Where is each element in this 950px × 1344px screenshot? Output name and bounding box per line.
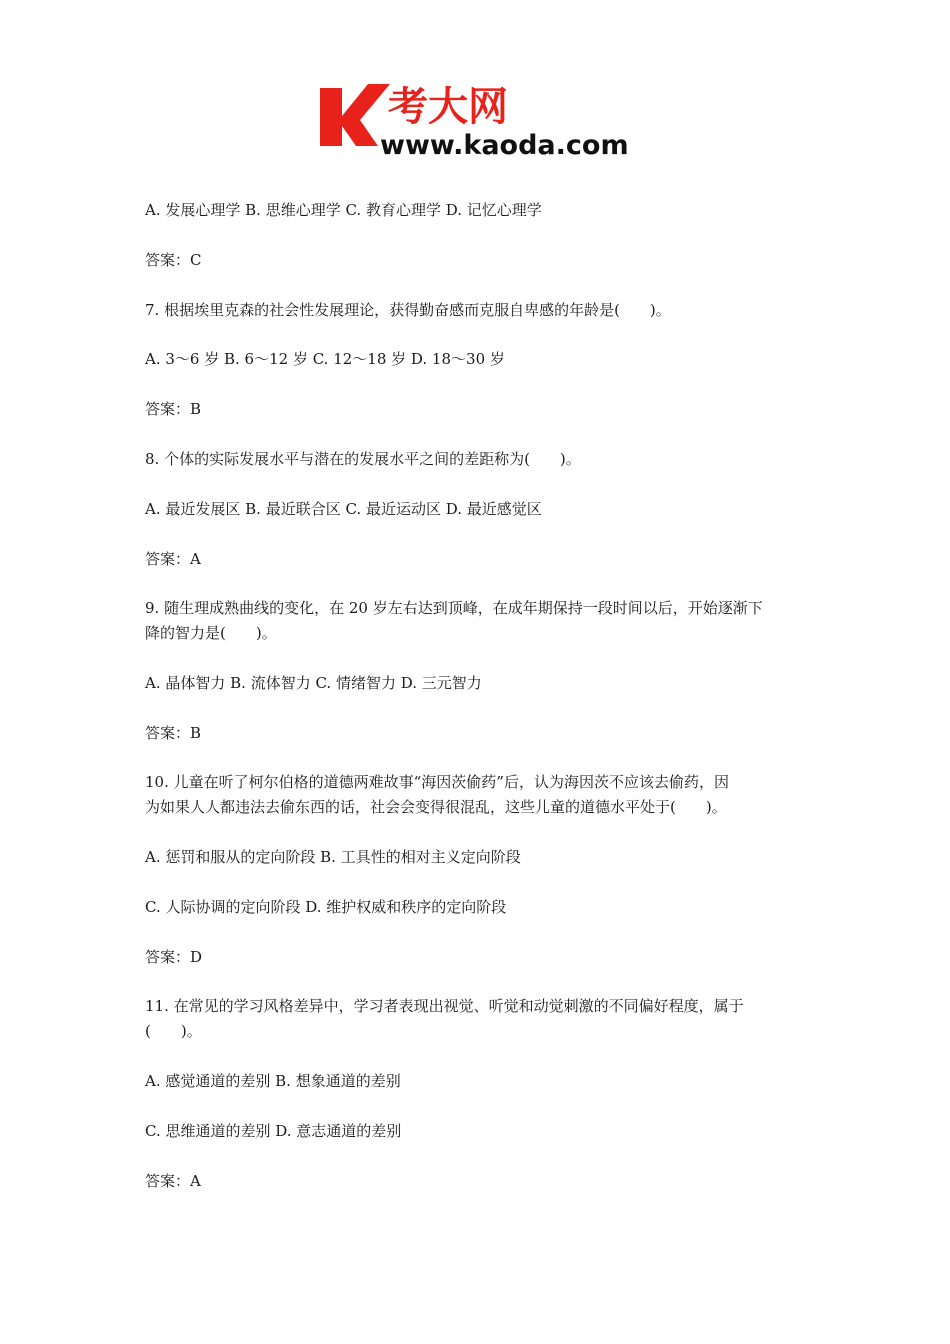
- q10-options-2: C. 人际协调的定向阶段 D. 维护权威和秩序的定向阶段: [145, 898, 507, 916]
- q7-options: A. 3～6 岁 B. 6～12 岁 C. 12～18 岁 D. 18～30 岁: [145, 350, 505, 368]
- q6-answer: 答案：C: [145, 251, 202, 269]
- q9-answer: 答案：B: [145, 724, 202, 742]
- q10-question-line2: 为如果人人都违法去偷东西的话，社会会变得很混乱，这些儿童的道德水平处于( )。: [145, 798, 727, 816]
- q9-question-line1: 9. 随生理成熟曲线的变化，在 20 岁左右达到顶峰，在成年期保持一段时间以后，开始逐渐下: [145, 599, 763, 617]
- kaoda-logo: [318, 80, 648, 160]
- q9-question-line2: 降的智力是( )。: [145, 624, 277, 642]
- q11-options-2: C. 思维通道的差别 D. 意志通道的差别: [145, 1122, 402, 1140]
- q9-options: A. 晶体智力 B. 流体智力 C. 情绪智力 D. 三元智力: [145, 674, 482, 692]
- q8-answer: 答案：A: [145, 550, 201, 568]
- q8-question: 8. 个体的实际发展水平与潜在的发展水平之间的差距称为( )。: [145, 450, 581, 468]
- q7-answer: 答案：B: [145, 400, 202, 418]
- logo-brand-cn: 考大网: [388, 84, 508, 130]
- q10-question-line1: 10. 儿童在听了柯尔伯格的道德两难故事“海因茨偷药”后，认为海因茨不应该去偷药，因: [145, 773, 729, 791]
- q10-answer: 答案：D: [145, 948, 203, 966]
- q10-options-1: A. 惩罚和服从的定向阶段 B. 工具性的相对主义定向阶段: [145, 848, 521, 866]
- q11-question-line1: 11. 在常见的学习风格差异中，学习者表现出视觉、听觉和动觉刺激的不同偏好程度，属于: [145, 997, 744, 1015]
- kaoda-logo-graphic: [318, 80, 648, 160]
- q11-options-1: A. 感觉通道的差别 B. 想象通道的差别: [145, 1072, 401, 1090]
- q7-question: 7. 根据埃里克森的社会性发展理论，获得勤奋感而克服自卑感的年龄是( )。: [145, 301, 671, 319]
- q8-options: A. 最近发展区 B. 最近联合区 C. 最近运动区 D. 最近感觉区: [145, 500, 542, 518]
- q11-question-line2: ( )。: [145, 1022, 202, 1040]
- logo-url: www.kaoda.com: [380, 130, 629, 160]
- q6-options: A. 发展心理学 B. 思维心理学 C. 教育心理学 D. 记忆心理学: [145, 201, 542, 219]
- q11-answer: 答案：A: [145, 1172, 201, 1190]
